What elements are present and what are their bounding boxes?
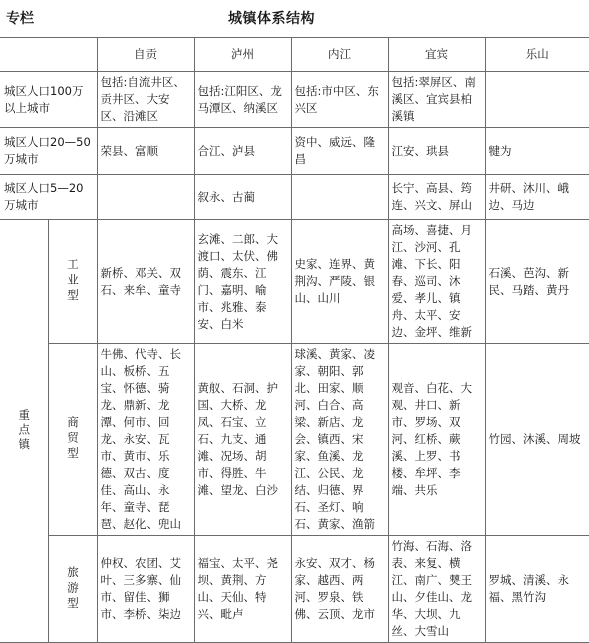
table-cell — [97, 175, 194, 220]
column-label: 专栏 — [6, 11, 34, 27]
table-cell: 石溪、芭沟、新民、马踏、黄丹 — [485, 220, 589, 344]
table-cell: 包括:市中区、东兴区 — [291, 72, 388, 128]
table-cell: 荣县、富顺 — [97, 128, 194, 175]
table-cell: 竹海、石海、洛表、来复、横江、南广、僰王山、夕佳山、龙华、大坝、九丝、大雪山 — [388, 536, 485, 643]
table-cell: 球溪、黄家、凌家、朝阳、郭北、田家、顺河、白合、高梁、新店、龙会、镇西、宋家、鱼溪、龙江、公民、龙结、归德、界石、圣灯、响石、黄家、渔箭 — [291, 344, 388, 536]
header-row — [0, 0, 589, 34]
table-cell: 合江、泸县 — [194, 128, 291, 175]
column-header-luzhou: 泸州 — [194, 38, 291, 72]
table-cell: 江安、珙县 — [388, 128, 485, 175]
column-header-row — [0, 38, 589, 72]
table-cell: 罗城、清溪、永福、黑竹沟 — [485, 536, 589, 643]
table-row — [0, 175, 589, 220]
subcategory-label: 旅游型 — [48, 536, 97, 643]
table-row — [0, 128, 589, 175]
table-cell: 仲权、农团、艾叶、三多寨、仙市、留佳、狮市、李桥、柒边 — [97, 536, 194, 643]
table-cell — [485, 72, 589, 128]
table-cell: 包括:江阳区、龙马潭区、纳溪区 — [194, 72, 291, 128]
table-cell: 观音、白花、大观、井口、新市、罗场、双河、红桥、蕨溪、上罗、书楼、牟坪、李端、共乐 — [388, 344, 485, 536]
column-header-zigong: 自贡 — [97, 38, 194, 72]
table-cell: 资中、威远、隆昌 — [291, 128, 388, 175]
town-system-table — [0, 37, 589, 643]
key-towns-label: 重点镇 — [0, 220, 48, 643]
row-label: 城区人口20—50万城市 — [0, 128, 97, 175]
column-header-yibin: 宜宾 — [388, 38, 485, 72]
column-header-leshan: 乐山 — [485, 38, 589, 72]
table-row — [0, 220, 589, 344]
table-cell: 史家、连界、黄荆沟、严陵、银山、山川 — [291, 220, 388, 344]
table-cell: 玄滩、二郎、大渡口、太伏、佛荫、震东、江门、嘉明、喻市、兆雅、泰安、白米 — [194, 220, 291, 344]
table-cell: 井研、沐川、峨边、马边 — [485, 175, 589, 220]
table-cell: 犍为 — [485, 128, 589, 175]
column-header-neijiang: 内江 — [291, 38, 388, 72]
row-label: 城区人口5—20万城市 — [0, 175, 97, 220]
table-row — [0, 72, 589, 128]
table-cell: 福宝、太平、尧坝、黄荆、方山、天仙、特兴、毗卢 — [194, 536, 291, 643]
table-cell: 竹园、沐溪、周坡 — [485, 344, 589, 536]
table-cell: 牛佛、代寺、长山、板桥、五宝、怀德、骑龙、鼎新、龙潭、何市、回龙、永安、瓦市、黄市、乐德、双古、度佳、高山、永年、童寺、琵琶、赵化、兜山 — [97, 344, 194, 536]
table-cell — [291, 175, 388, 220]
table-cell: 永安、双才、杨家、越西、两河、罗泉、铁佛、云顶、龙市 — [291, 536, 388, 643]
table-cell: 包括:翠屏区、南溪区、宜宾县柏溪镇 — [388, 72, 485, 128]
table-cell: 叙永、古蔺 — [194, 175, 291, 220]
table-cell: 新桥、邓关、双石、来牟、童寺 — [97, 220, 194, 344]
table-row — [0, 344, 589, 536]
subcategory-label: 商贸型 — [48, 344, 97, 536]
table-cell: 包括:自流井区、贡井区、大安区、沿滩区 — [97, 72, 194, 128]
table-cell: 高场、喜捷、月江、沙河、孔滩、下长、阳春、巡司、沐爱、孝儿、镇舟、太平、安边、金坪、维新 — [388, 220, 485, 344]
table-title: 城镇体系结构 — [228, 11, 315, 27]
row-label: 城区人口100万以上城市 — [0, 72, 97, 128]
corner-cell — [0, 38, 97, 72]
subcategory-label: 工业型 — [48, 220, 97, 344]
table-cell: 长宁、高县、筠连、兴文、屏山 — [388, 175, 485, 220]
table-cell: 黄舣、石洞、护国、大桥、龙凤、石宝、立石、九支、通滩、况场、胡市、得胜、牛滩、望龙、白沙 — [194, 344, 291, 536]
table-row — [0, 536, 589, 643]
